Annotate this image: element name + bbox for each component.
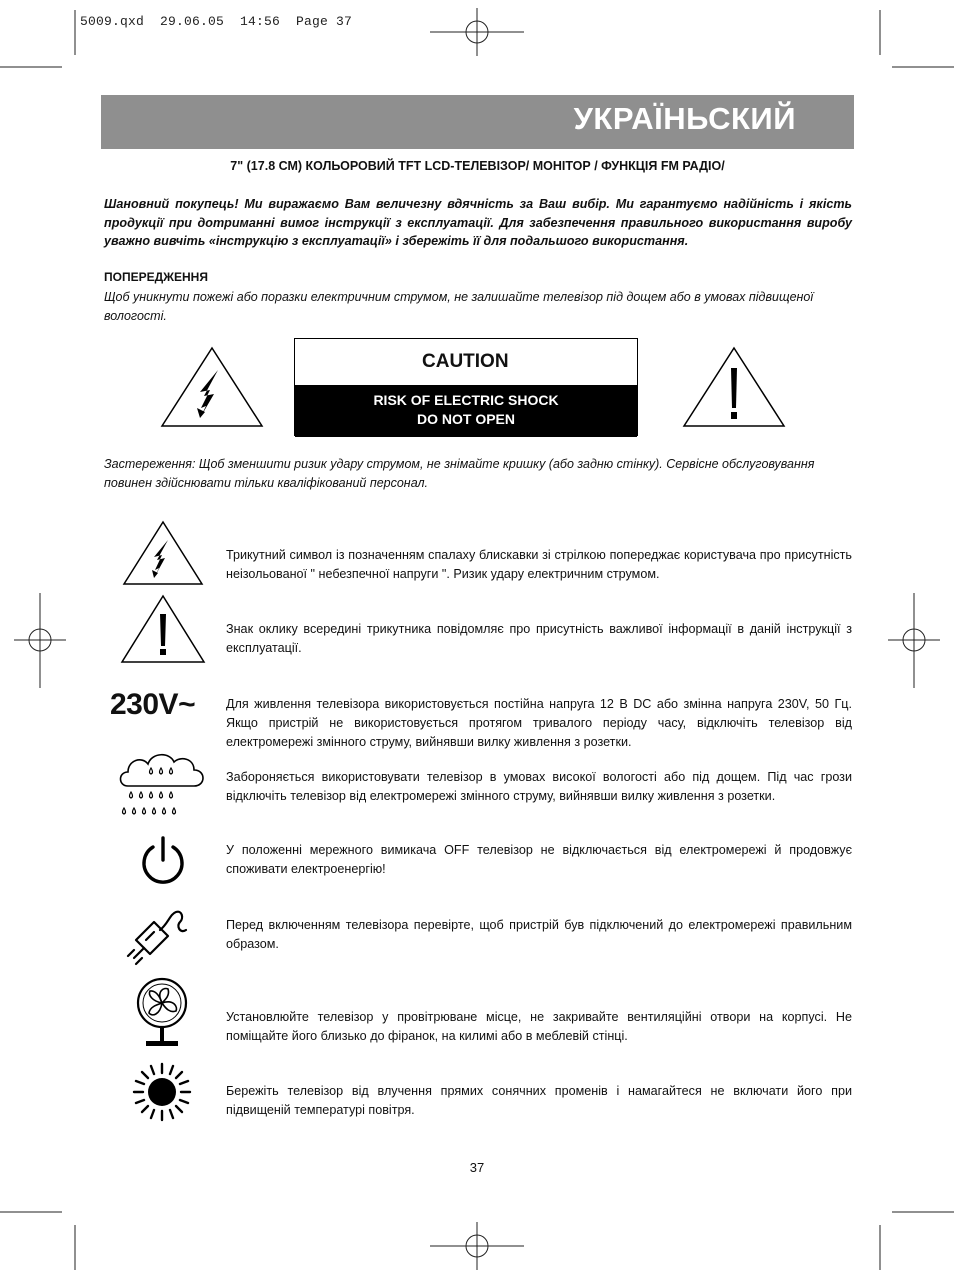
warning-heading: ПОПЕРЕДЖЕННЯ bbox=[104, 270, 208, 284]
power-icon bbox=[138, 836, 188, 888]
page-number: 37 bbox=[469, 1160, 485, 1175]
power-supply-description: Для живлення телевізора використовується постійна напруга 12 В DC або змінна напруга 230V, 50 Гц. Якщо пристрій не використовується протягом тривалого періоду часу, відключіть телевізор від електромережі змінного струму, вийнявши вилку живлення з розетки. bbox=[226, 697, 852, 749]
file-slug: 5009.qxd 29.06.05 14:56 Page 37 bbox=[80, 14, 353, 29]
exclamation-triangle-icon bbox=[682, 346, 786, 428]
humidity-warning-description: Забороняється використовувати телевізор в умовах високої вологості або під дощем. Під час грози відключіть телевізор від електромережі змінного струму, вийнявши вилку живлення з розетки. bbox=[226, 770, 852, 803]
intro-paragraph: Шановний покупець! Ми виражаємо Вам величезну вдячність за Ваш вибір. Ми гарантуємо надійність і якість продукції при дотриманні вимог інструкції з експлуатації. Для забезпечення правильного використання виробу уважно вивчіть «інструкцію з експлуатації» і збережіть її для подальшого використання. bbox=[104, 197, 852, 248]
caution-line-2: DO NOT OPEN bbox=[416, 411, 515, 427]
sunlight-description: Бережіть телевізор від влучення прямих сонячних променів і намагайтеся не включати його при підвищеній температурі повітря. bbox=[226, 1084, 852, 1117]
caution-note: Застереження: Щоб зменшити ризик удару струмом, не знімайте кришку (або задню стінку). Сервісне обслуговування повинен здійснювати тільки кваліфікований персонал. bbox=[104, 457, 815, 490]
symbol-description-1: Трикутний символ із позначенням спалаху блискавки зі стрілкою попереджає користувача про присутність неізольованої " небезпечної напруги ". Ризик удару електричним струмом. bbox=[226, 548, 852, 581]
connection-check-description: Перед включенням телевізора перевірте, щоб пристрій був підключений до електромережі правильним образом. bbox=[226, 918, 852, 951]
exclamation-triangle-icon bbox=[120, 594, 206, 664]
lightning-triangle-icon bbox=[122, 520, 204, 586]
product-title: 7" (17.8 СМ) КОЛЬОРОВИЙ TFT LCD-ТЕЛЕВІЗОР/ МОНІТОР / ФУНКЦІЯ FM РАДІО/ bbox=[230, 159, 725, 173]
caution-warning-strip bbox=[295, 385, 637, 437]
language-banner bbox=[101, 95, 854, 149]
power-plug-icon bbox=[124, 906, 194, 970]
fan-icon bbox=[132, 977, 192, 1051]
caution-line-1: RISK OF ELECTRIC SHOCK bbox=[373, 392, 559, 408]
warning-text: Щоб уникнути пожежі або поразки електричним струмом, не залишайте телевізор під дощем або в умовах підвищеної вологості. bbox=[104, 290, 814, 323]
rain-cloud-icon bbox=[114, 748, 210, 822]
caution-heading: CAUTION bbox=[422, 351, 509, 372]
power-switch-description: У положенні мережного вимикача OFF телевізор не відключається від електромережі й продовжує споживати електроенергію! bbox=[226, 843, 852, 876]
symbol-description-2: Знак оклику всередині трикутника повідомляє про присутність важливої інформації в даній інструкції з експлуатації. bbox=[226, 622, 852, 655]
sun-icon bbox=[132, 1062, 192, 1122]
voltage-230v-icon: 230V~ bbox=[110, 688, 196, 721]
page-title: УКРАЇНЬСКИЙ bbox=[573, 101, 796, 136]
lightning-triangle-icon bbox=[160, 346, 264, 428]
caution-label bbox=[294, 338, 638, 436]
ventilation-description: Установлюйте телевізор у провітрюване місце, не закривайте вентиляційні отвори на корпусі. Не поміщайте його близько до фіранок, на килимі або в меблевій стінці. bbox=[226, 1010, 852, 1043]
